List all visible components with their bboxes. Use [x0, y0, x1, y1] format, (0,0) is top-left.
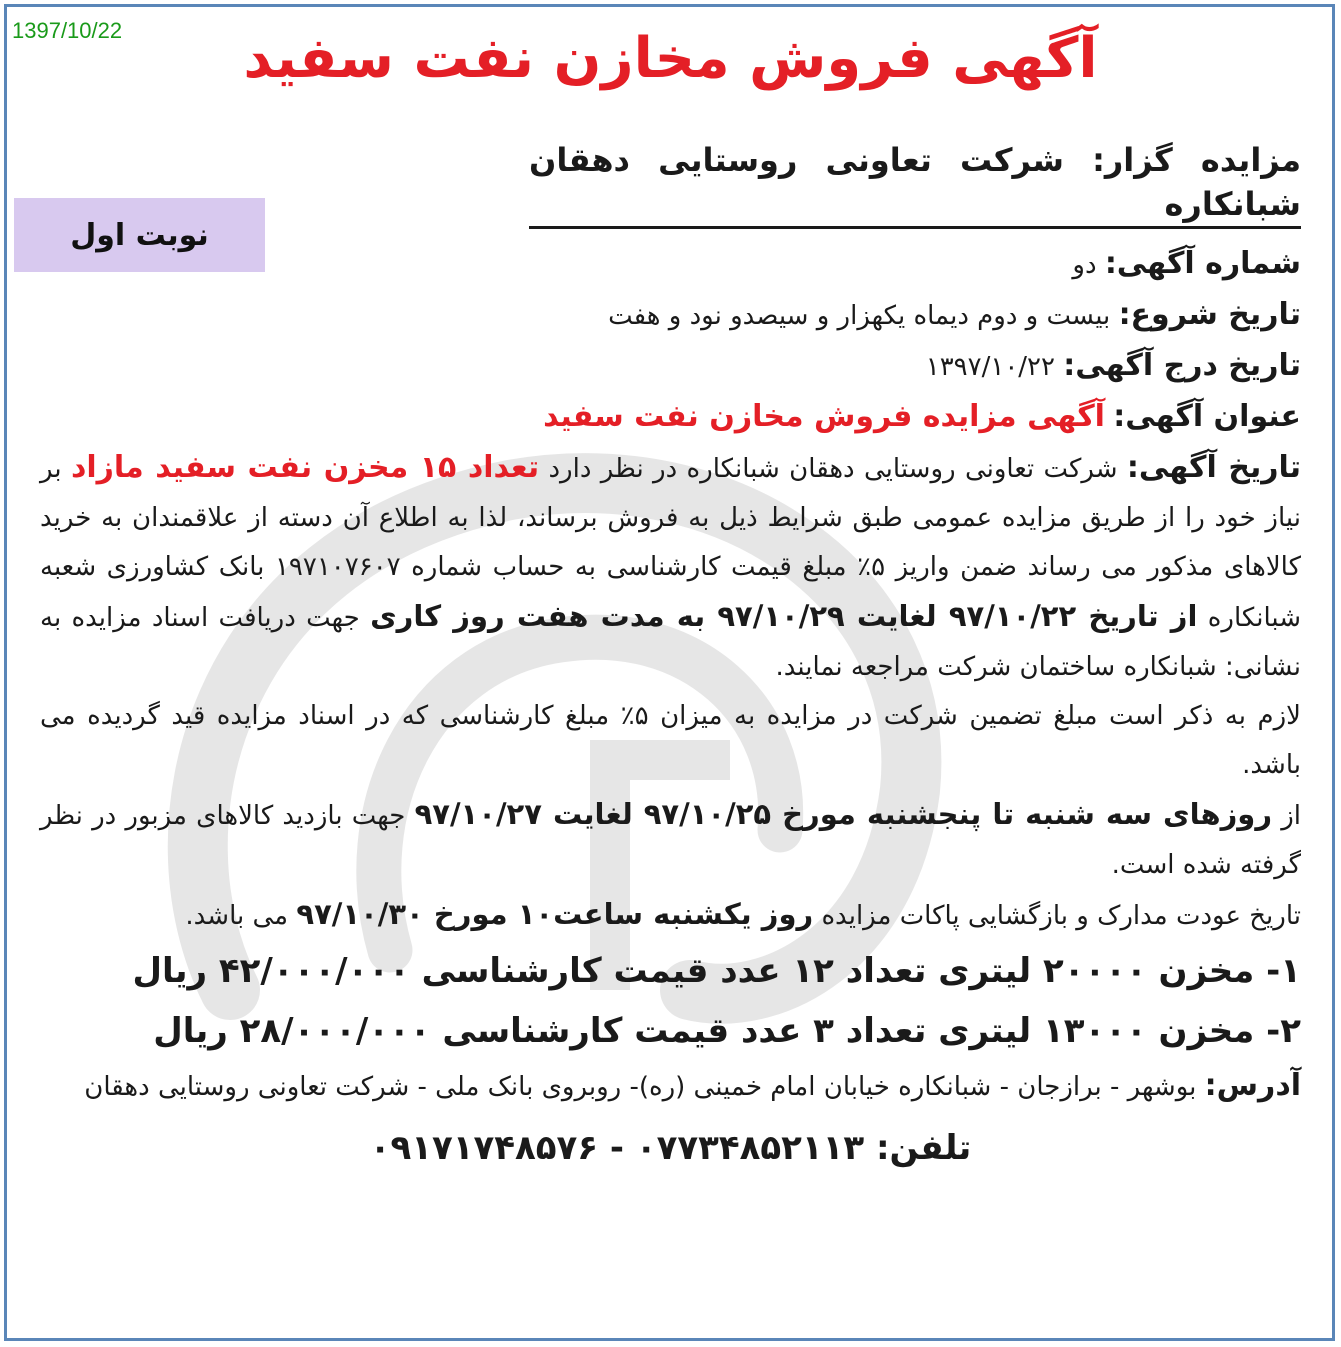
auctioneer-value: شرکت تعاونی روستایی دهقان شبانکاره — [529, 141, 1301, 223]
address-paragraph — [40, 1061, 1301, 1112]
address-value: بوشهر - برازجان - شبانکاره خیابان امام خمینی (ره)- روبروی بانک ملی - شرکت تعاونی روستایی دهقان — [84, 1072, 1197, 1102]
opening-prefix: تاریخ عودت مدارک و بازگشایی پاکات مزایده — [821, 901, 1301, 931]
phone-label: تلفن: — [875, 1128, 972, 1168]
start-date-value: بیست و دوم دیماه یکهزار و سیصدو نود و هفت — [608, 301, 1111, 331]
notice-description — [40, 443, 1301, 692]
start-date-row — [40, 290, 1301, 341]
notice-title-row — [40, 392, 1301, 443]
opening-date: روز یکشنبه ساعت۱۰ مورخ ۹۷/۱۰/۳۰ — [296, 897, 814, 931]
notice-number-value: دو — [1072, 250, 1097, 280]
notice-number-row — [40, 239, 1301, 290]
visit-paragraph — [40, 790, 1301, 890]
visit-suffix: جهت بازدید کالاهای مزبور در نظر گرفته شده است. — [40, 801, 1301, 880]
phone-value: ۰۷۷۳۴۸۵۲۱۱۳ - ۰۹۱۷۱۷۴۸۵۷۶ — [369, 1128, 865, 1168]
visit-prefix: از — [1281, 801, 1302, 831]
notice-body-text2: بر نیاز خود را از طریق مزایده عمومی طبق شرایط ذیل به فروش برساند، لذا به اطلاع آن دسته از علاقمندان به خرید کالاهای مذکور می رساند ضمن واریز ۵٪ مبلغ قیمت کارشناسی به حساب شماره ۱۹۷۱۰۷۶۰۷ بانک کشاورزی شعبه شبانکاره — [40, 454, 1302, 633]
notice-body-highlight: تعداد ۱۵ مخزن نفت سفید مازاد — [70, 450, 540, 485]
notice-body-text1: شرکت تعاونی روستایی دهقان شبانکاره در نظر دارد — [548, 454, 1118, 484]
item-1: ۱- مخزن ۲۰۰۰۰ لیتری تعداد ۱۲ عدد قیمت کارشناسی ۴۲/۰۰۰/۰۰۰ ریال — [132, 951, 1301, 991]
item-2: ۲- مخزن ۱۳۰۰۰ لیتری تعداد ۳ عدد قیمت کارشناسی ۲۸/۰۰۰/۰۰۰ ریال — [153, 1011, 1301, 1051]
publish-date-value: ۱۳۹۷/۱۰/۲۲ — [925, 352, 1055, 382]
notice-body-dates: از تاریخ ۹۷/۱۰/۲۲ لغایت ۹۷/۱۰/۲۹ به مدت هفت روز کاری — [370, 599, 1198, 633]
notice-body-text3: جهت دریافت اسناد مزایده به نشانی: شبانکاره ساختمان شرکت مراجعه نمایند. — [40, 603, 1301, 682]
stamp-date: 1397/10/22 — [12, 18, 123, 43]
visit-dates: روزهای سه شنبه تا پنجشنبه مورخ ۹۷/۱۰/۲۵ لغایت ۹۷/۱۰/۲۷ — [414, 797, 1273, 831]
notice-body — [40, 138, 1301, 1173]
page-title: آگهی فروش مخازن نفت سفید — [243, 26, 1098, 91]
opening-paragraph — [40, 890, 1301, 941]
address-label: آدرس: — [1204, 1068, 1301, 1103]
auctioneer-label: مزایده گزار: — [1092, 141, 1302, 179]
publication-round-badge: نوبت اول — [14, 198, 265, 272]
notice-body-label: تاریخ آگهی: — [1126, 450, 1302, 485]
publish-date-label: تاریخ درج آگهی: — [1063, 348, 1301, 383]
opening-suffix: می باشد. — [185, 901, 289, 931]
notice-number-label: شماره آگهی: — [1104, 246, 1301, 281]
auctioneer-line — [529, 138, 1301, 229]
start-date-label: تاریخ شروع: — [1118, 297, 1301, 332]
guarantee-paragraph: لازم به ذکر است مبلغ تضمین شرکت در مزایده به میزان ۵٪ مبلغ کارشناسی که در اسناد مزایده قید گردیده می باشد. — [40, 701, 1301, 780]
publish-date-row — [40, 341, 1301, 392]
notice-title-value: آگهی مزایده فروش مخازن نفت سفید — [543, 399, 1105, 434]
phone-line — [40, 1124, 1301, 1173]
notice-title-label: عنوان آگهی: — [1113, 399, 1301, 434]
